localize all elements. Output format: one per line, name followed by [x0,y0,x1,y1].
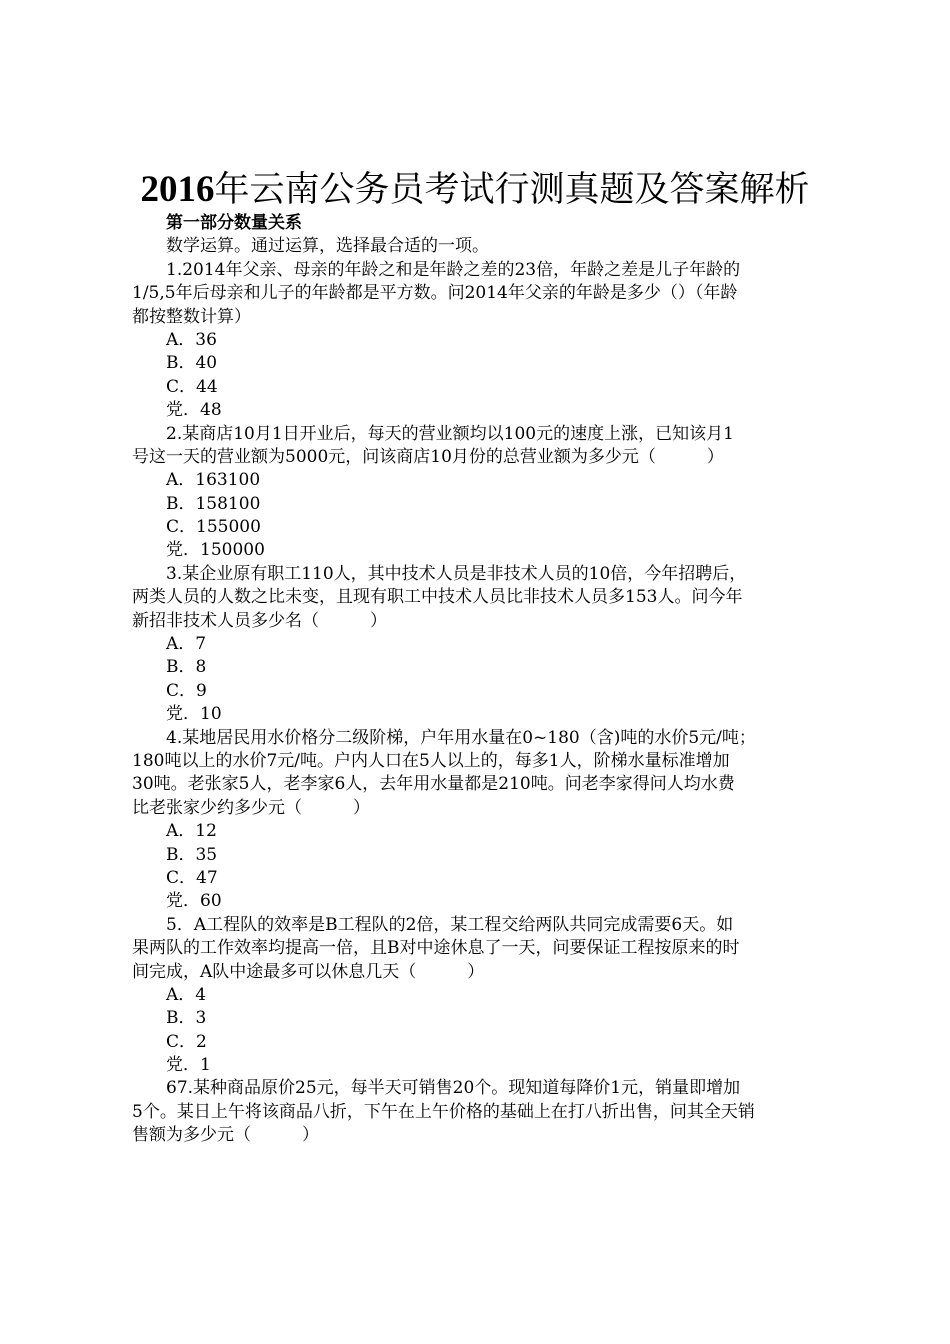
instruction-text: 数学运算。通过运算，选择最合适的一项。 [166,236,489,257]
question-stem: 67.某种商品原价25元，每半天可销售20个。现知道每降价1元，销量即增加 [166,1078,741,1099]
title-text: 年云南公务员考试行测真题及答案解析 [214,170,810,210]
answer-option: A．36 [166,329,217,350]
answer-option: C．155000 [166,517,261,538]
section-heading: 第一部分数量关系 [166,213,302,233]
question-stem: 2.某商店10月1日开业后，每天的营业额均以100元的速度上涨，已知该月1 [166,423,734,444]
answer-option: 党．48 [166,400,222,421]
answer-option: B．40 [166,353,218,374]
answer-option: C．47 [166,867,218,888]
question-block [132,563,834,727]
answer-option: B．158100 [166,493,261,514]
answer-option: B．3 [166,1008,207,1029]
answer-option: A．7 [166,634,207,655]
question-block [132,1077,834,1147]
question-stem-continuation: 5个。某日上午将该商品八折，下午在上午价格的基础上在打八折出售，问其全天销 [132,1101,755,1122]
question-stem: 3.某企业原有职工110人，其中技术人员是非技术人员的10倍，今年招聘后， [166,563,747,584]
answer-option: C．2 [166,1031,207,1052]
question-stem-continuation: 比老张家少约多少元（ ） [132,797,370,818]
answer-option: C．44 [166,376,218,397]
question-stem-continuation: 新招非技术人员多少名（ ） [132,610,387,631]
answer-option: A．12 [166,821,217,842]
document-body [132,212,834,1148]
answer-option: C．9 [166,680,207,701]
question-list [132,259,834,1148]
question-stem-continuation: 30吨。老张家5人，老李家6人，去年用水量都是210吨。问老李家得问人均水费 [132,774,735,795]
answer-option: A．163100 [166,470,261,491]
question-block [132,259,834,423]
question-block [132,914,834,1078]
question-stem-continuation: 两类人员的人数之比未变，且现有职工中技术人员比非技术人员多153人。问今年 [132,587,743,608]
title-year: 2016 [140,169,215,210]
question-stem: 1.2014年父亲、母亲的年龄之和是年龄之差的23倍，年龄之差是儿子年龄的 [166,259,741,280]
question-stem-continuation: 号这一天的营业额为5000元，问该商店10月份的总营业额为多少元（ ） [132,446,724,467]
question-stem-continuation: 都按整数计算） [132,306,251,327]
question-stem-continuation: 售额为多少元（ ） [132,1125,319,1146]
question-stem-continuation: 果两队的工作效率均提高一倍，且B对中途休息了一天，问要保证工程按原来的时 [132,938,740,959]
question-stem-continuation: 1/5,5年后母亲和儿子的年龄都是平方数。问2014年父亲的年龄是多少（）（年龄 [132,283,738,304]
answer-option: 党．1 [166,1055,211,1076]
document-title [0,165,950,215]
answer-option: 党．150000 [166,540,265,561]
question-stem-continuation: 180吨以上的水价7元/吨。户内人口在5人以上的，每多1人，阶梯水量标准增加 [132,750,730,771]
answer-option: 党．60 [166,891,222,912]
question-stem: 4.某地居民用水价格分二级阶梯，户年用水量在0~180（含)吨的水价5元/吨； [166,727,756,748]
answer-option: B．35 [166,844,218,865]
answer-option: B．8 [166,657,207,678]
answer-option: 党．10 [166,704,222,725]
question-stem-continuation: 间完成，A队中途最多可以休息几天（ ） [132,961,485,982]
answer-option: A．4 [166,984,207,1005]
question-block [132,727,834,914]
question-block [132,423,834,563]
question-stem: 5．A工程队的效率是B工程队的2倍，某工程交给两队共同完成需要6天。如 [166,914,734,935]
